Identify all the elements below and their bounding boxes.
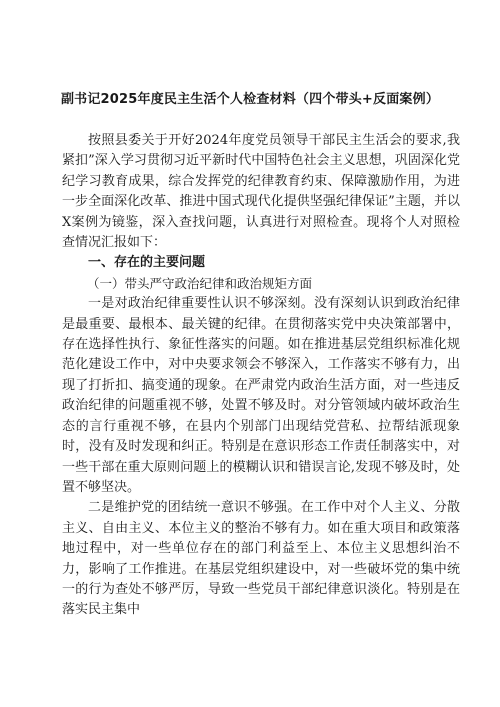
section-heading: 一、存在的主要问题 <box>88 255 206 271</box>
document-body <box>62 131 460 621</box>
intro-paragraph: 按照县委关于开好2024年度党员领导干部民主生活会的要求,我紧扣”深入学习贯彻习近平新时代中国特色社会主义思想，巩固深化党纪学习教育成果，综合发挥党的纪律教育约束、保障激励作用，为进一步全面深化改革、推进中国式现代化提供坚强纪律保证”主题，并以X案例为镜鉴，深入查找问题，认真进行对照检查。现将个人对照检查情况汇报如下： <box>62 133 460 251</box>
document-title: 副书记2025年度民主生活个人检查材料（四个带头+反面案例） <box>60 92 440 107</box>
subsection-heading: （一）带头严守政治纪律和政治规矩方面 <box>87 275 313 291</box>
body-paragraph: 一是对政治纪律重要性认识不够深刻。没有深刻认识到政治纪律是最重要、最根本、最关键的纪律。在贯彻落实党中央决策部署中，存在选择性执行、象征性落实的问题。如在推进基层党组织标准化规范化建设工作中，对中央要求领会不够深入，工作落实不够有力，出现了打折扣、搞变通的现象。在严肃党内政治生活方面，对一些违反政治纪律的问题重视不够，处置不够及时。对分管领域内破坏政治生态的言行重视不够，在县内个别部门出现结党营私、拉帮结派现象时，没有及时发现和纠正。特别是在意识形态工作责任制落实中，对一些干部在重大原则问题上的模糊认识和错误言论,发现不够及时，处置不够坚决。 <box>62 296 460 495</box>
body-paragraph: 二是维护党的团结统一意识不够强。在工作中对个人主义、分散主义、自由主义、本位主义的整治不够有力。如在重大项目和政策落地过程中，对一些单位存在的部门利益至上、本位主义思想纠治不力，影响了工作推进。在基层党组织建设中，对一些破坏党的集中统一的行为查处不够严厉，导致一些党员干部纪律意识淡化。特别是在落实民主集中 <box>62 500 460 618</box>
